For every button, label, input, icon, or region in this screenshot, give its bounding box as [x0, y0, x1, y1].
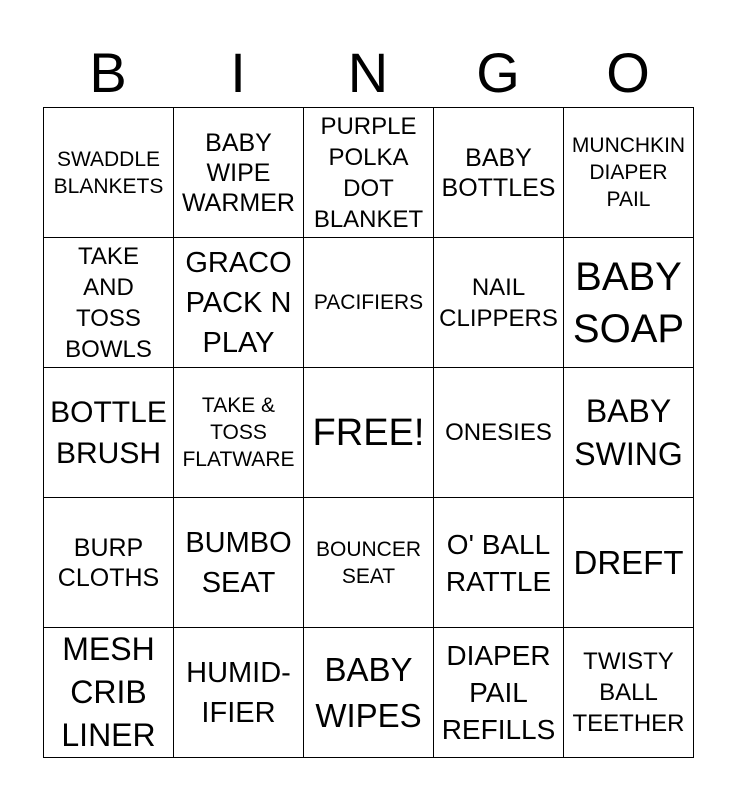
- bingo-cell[interactable]: [434, 498, 564, 628]
- cell-label: PACIFIERS: [313, 291, 424, 314]
- cell-label: TWISTY BALL TEETHER: [572, 648, 685, 737]
- cell-label: MESH CRIB LINER: [61, 631, 156, 753]
- cell-label: BABY WIPES: [315, 650, 422, 734]
- cell-label: BOTTLE BRUSH: [50, 395, 167, 470]
- bingo-cell[interactable]: [174, 368, 304, 498]
- bingo-cell[interactable]: [44, 108, 174, 238]
- cell-label: ONESIES: [445, 419, 552, 446]
- bingo-cell[interactable]: [174, 108, 304, 238]
- cell-label: DIAPER PAIL REFILLS: [441, 640, 556, 745]
- cell-label: BABY BOTTLES: [441, 143, 556, 202]
- bingo-cell[interactable]: [44, 238, 174, 368]
- cell-label: BABY SWING: [574, 392, 683, 472]
- header-letter-i: I: [230, 41, 246, 104]
- bingo-cell[interactable]: [304, 108, 434, 238]
- bingo-cell[interactable]: [304, 238, 434, 368]
- bingo-cell[interactable]: [564, 108, 694, 238]
- cell-label: FREE!: [312, 411, 425, 454]
- free-space[interactable]: [304, 368, 434, 498]
- bingo-cell[interactable]: [304, 498, 434, 628]
- header-letter-b: B: [89, 41, 127, 104]
- header-letter-n: N: [347, 41, 389, 104]
- cell-label: BURP CLOTHS: [57, 533, 160, 592]
- cell-label: SWADDLE BLANKETS: [53, 147, 164, 198]
- bingo-header: [43, 40, 693, 106]
- cell-label: PURPLE POLKA DOT BLANKET: [313, 112, 424, 233]
- cell-label: MUNCHKIN DIAPER PAIL: [571, 134, 686, 211]
- cell-label: BABY WIPE WARMER: [182, 128, 295, 217]
- bingo-cell[interactable]: [174, 238, 304, 368]
- cell-label: NAIL CLIPPERS: [439, 273, 558, 332]
- bingo-cell[interactable]: [434, 238, 564, 368]
- bingo-cell[interactable]: [434, 108, 564, 238]
- cell-label: DREFT: [573, 543, 684, 581]
- cell-label: BUMBO SEAT: [185, 526, 292, 599]
- bingo-cell[interactable]: [44, 368, 174, 498]
- cell-label: BOUNCER SEAT: [315, 537, 421, 588]
- bingo-board: [43, 107, 694, 758]
- bingo-cell[interactable]: [174, 628, 304, 758]
- cell-label: GRACO PACK N PLAY: [185, 246, 292, 359]
- bingo-cell[interactable]: [564, 628, 694, 758]
- bingo-cell[interactable]: [304, 628, 434, 758]
- header-letter-o: O: [606, 41, 650, 104]
- header-letter-g: G: [476, 41, 520, 104]
- bingo-cell[interactable]: [564, 498, 694, 628]
- bingo-cell[interactable]: [564, 368, 694, 498]
- bingo-cell[interactable]: [44, 628, 174, 758]
- cell-label: TAKE AND TOSS BOWLS: [65, 242, 152, 363]
- cell-label: BABY SOAP: [572, 254, 685, 351]
- cell-label: TAKE & TOSS FLATWARE: [182, 394, 295, 471]
- bingo-cell[interactable]: [434, 368, 564, 498]
- bingo-cell[interactable]: [434, 628, 564, 758]
- cell-label: O' BALL RATTLE: [445, 528, 552, 597]
- bingo-cell[interactable]: [174, 498, 304, 628]
- bingo-cell[interactable]: [564, 238, 694, 368]
- cell-label: HUMID- IFIER: [186, 656, 291, 729]
- bingo-cell[interactable]: [44, 498, 174, 628]
